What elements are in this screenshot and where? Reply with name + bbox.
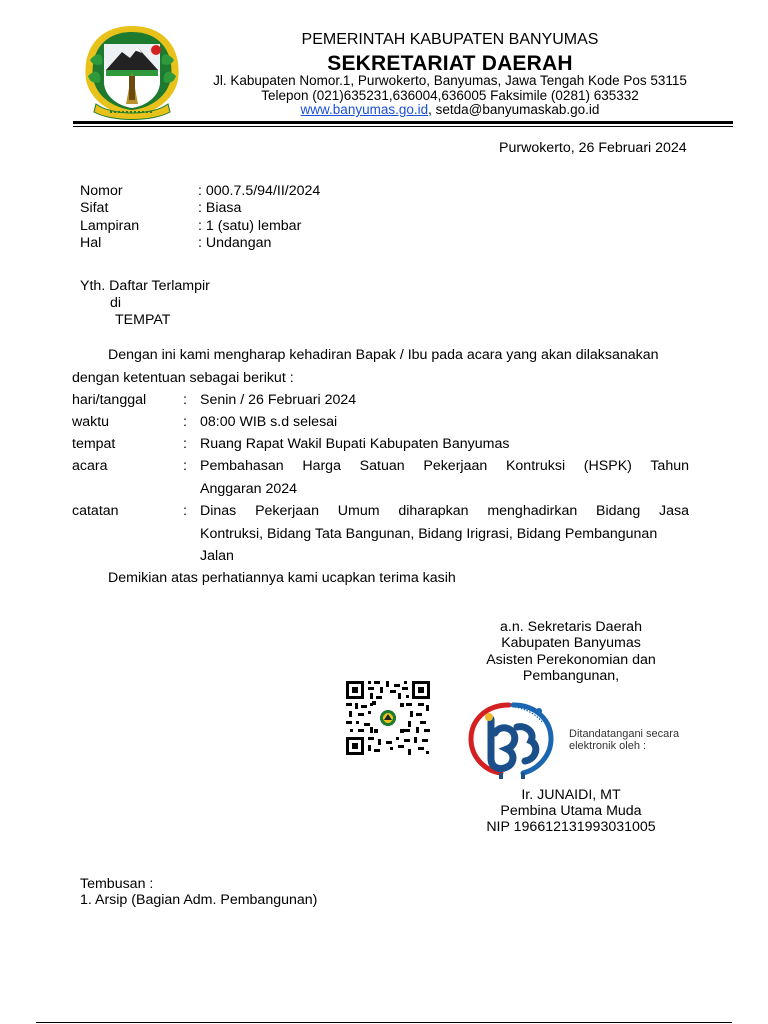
detail-colon: : <box>183 436 187 452</box>
detail-label-date: hari/tanggal <box>72 392 147 408</box>
addressee-line-1: Yth. Daftar Terlampir <box>80 278 210 294</box>
detail-value-event-line-1: Pembahasan Harga Satuan Pekerjaan Kontruksi (HSPK) Tahun <box>200 458 689 474</box>
office-contact <box>150 102 750 117</box>
signature-line-3: Asisten Perekonomian dan <box>486 652 656 668</box>
detail-value-place: Ruang Rapat Wakil Bupati Kabupaten Banyumas <box>200 436 510 452</box>
meta-value-subject: : Undangan <box>198 235 272 251</box>
opening-paragraph-line-2: dengan ketentuan sebagai berikut : <box>72 370 294 386</box>
meta-value-number: : 000.7.5/94/II/2024 <box>198 183 321 199</box>
detail-value-note-line-1: Dinas Pekerjaan Umum diharapkan menghadirkan Bidang Jasa <box>200 503 689 519</box>
addressee-line-2: di <box>110 295 122 311</box>
signature-line-4: Pembangunan, <box>522 668 620 684</box>
office-phone: Telepon (021)635231,636004,636005 Faksimile (0281) 635332 <box>261 88 639 103</box>
detail-colon: : <box>183 458 187 474</box>
page-bottom-rule <box>36 1022 732 1023</box>
detail-colon: : <box>183 392 187 408</box>
detail-value-time: 08:00 WIB s.d selesai <box>200 414 338 430</box>
detail-label-place: tempat <box>72 436 116 452</box>
cc-title: Tembusan : <box>80 876 154 892</box>
detail-colon: : <box>183 503 187 519</box>
qr-code-icon <box>346 681 430 755</box>
website-link[interactable]: www.banyumas.go.id <box>300 102 429 117</box>
addressee-line-3: TEMPAT <box>115 312 171 328</box>
esign-note-line-1: Ditandatangani secara <box>569 728 680 740</box>
letter-date: Purwokerto, 26 Februari 2024 <box>499 140 687 156</box>
cc-item: 1. Arsip (Bagian Adm. Pembangunan) <box>80 892 318 908</box>
detail-value-date: Senin / 26 Februari 2024 <box>200 392 357 408</box>
detail-label-note: catatan <box>72 503 119 519</box>
letterhead-divider <box>73 121 733 124</box>
detail-label-time: waktu <box>72 414 110 430</box>
signatory-nip: NIP 196612131993031005 <box>486 819 656 835</box>
detail-label-event: acara <box>72 458 108 474</box>
email-text: , setda@banyumaskab.go.id <box>428 102 600 117</box>
meta-label-subject: Hal <box>80 235 102 251</box>
government-name: PEMERINTAH KABUPATEN BANYUMAS <box>301 31 599 48</box>
office-name: SEKRETARIAT DAERAH <box>327 52 573 75</box>
meta-value-attachment: : 1 (satu) lembar <box>198 218 302 234</box>
letterhead-divider-thin <box>73 126 733 127</box>
detail-value-note-line-2: Kontruksi, Bidang Tata Bangunan, Bidang Irigrasi, Bidang Pembangunan <box>200 526 658 542</box>
detail-value-note-line-3: Jalan <box>200 548 234 564</box>
bsre-esign-logo-icon <box>465 697 557 781</box>
meta-label-number: Nomor <box>80 183 123 199</box>
signatory-rank: Pembina Utama Muda <box>500 803 642 819</box>
meta-value-nature: : Biasa <box>198 200 242 216</box>
closing-sentence: Demikian atas perhatiannya kami ucapkan terima kasih <box>108 570 456 586</box>
signature-line-2: Kabupaten Banyumas <box>501 635 641 651</box>
esign-note-line-2: elektronik oleh : <box>569 740 647 752</box>
detail-value-event-line-2: Anggaran 2024 <box>200 481 298 497</box>
meta-label-attachment: Lampiran <box>80 218 140 234</box>
signature-line-1: a.n. Sekretaris Daerah <box>500 619 642 635</box>
detail-colon: : <box>183 414 187 430</box>
office-address: Jl. Kabupaten Nomor.1, Purwokerto, Banyumas, Jawa Tengah Kode Pos 53115 <box>213 73 687 88</box>
meta-label-nature: Sifat <box>80 200 109 216</box>
signatory-name: Ir. JUNAIDI, MT <box>521 787 621 803</box>
opening-paragraph-line-1: Dengan ini kami mengharap kehadiran Bapak / Ibu pada acara yang akan dilaksanakan <box>108 347 659 363</box>
